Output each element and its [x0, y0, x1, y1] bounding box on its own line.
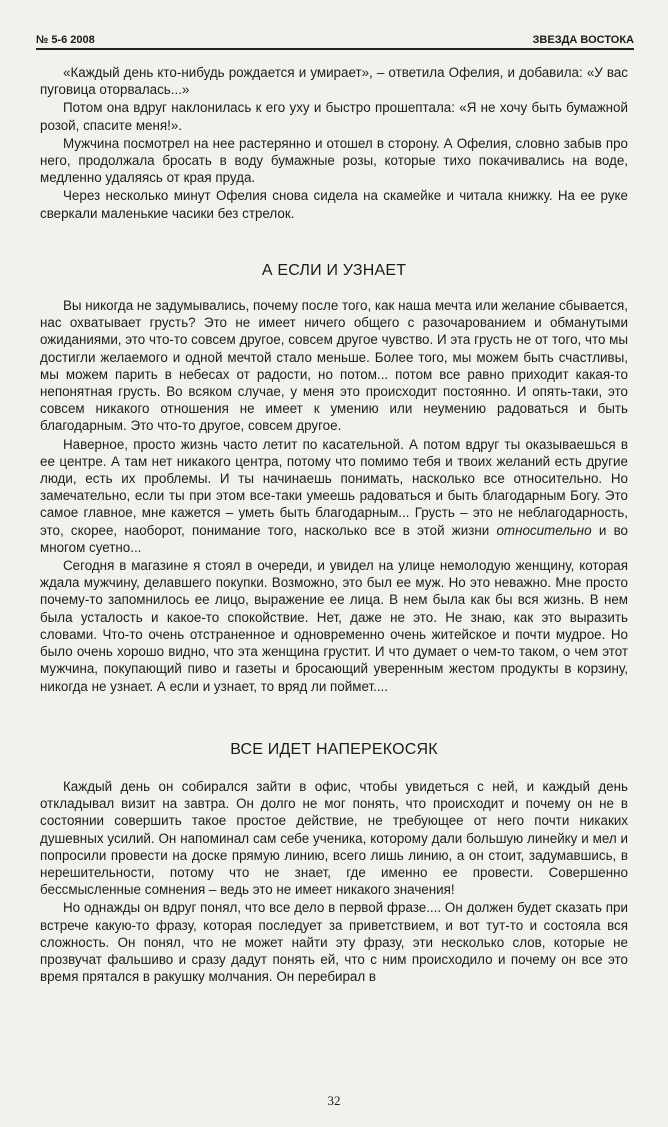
- paragraph: Мужчина посмотрел на нее растерянно и отошел в сторону. А Офелия, словно забыв про него, продолжала бросать в воду бумажные розы, которые тихо покачивались на воде, медленно удаляясь от края пруда.: [40, 135, 628, 186]
- paragraph: Через несколько минут Офелия снова сидела на скамейке и читала книжку. На ее руке сверкали маленькие часики без стрелок.: [40, 188, 628, 221]
- paragraph: Сегодня в магазине я стоял в очереди, и увидел на улице немолодую женщину, которая ждала мужчину, делавшего покупки. Возможно, это был ее муж. Но это неважно. Мне просто почему-то запомнилось ее лицо, выражение ее лица. В нем была как бы вся жизнь. В нем была усталость и какое-то спокойствие. Нет, даже не это. Не знаю, как это выразить словами. Что-то очень отстраненное и одновременно очень житейское и почти мудрое. Но было очень хорошо видно, что эта женщина грустит. И что думает о чем-то таком, о чем этот мужчина, покупающий пиво и газеты и бросающий уверенным жестом продукты в корзину, никогда не узнает. А если и узнает, то вряд ли поймет....: [40, 558, 628, 694]
- running-header: [36, 28, 634, 46]
- paragraph: Каждый день он собирался зайти в офис, чтобы увидеться с ней, и каждый день откладывал визит на завтра. Он долго не мог понять, что происходит и почему он не в состоянии совершить такое простое действие, не требующее от него почти никаких душевных усилий. Он напоминал сам себе ученика, которому дали большую линейку и мел и попросили провести на доске прямую линию, всего лишь линию, а он стоит, задумавшись, в нерешительности, потому что не знает, где именно ее провести. Совершенно бессмысленные сомнения – ведь это не имеет никакого значения!: [40, 778, 628, 898]
- paragraph: [40, 436, 628, 556]
- paragraph: Вы никогда не задумывались, почему после того, как наша мечта или желание сбывается, нас охватывает грусть? Это не имеет ничего общего с разочарованием и обманутыми ожиданиями, это что-то совсем другое, совсем другое чувство. И эта грусть не от того, что мы достигли желаемого и одной мечтой стало меньше. Более того, мы можем быть счастливы, мы можем парить в небесах от радости, но потом... потом все равно приходит какая-то непонятная грусть. Во всяком случае, у меня это происходит постоянно. И опять-таки, это совсем никакого отношения не имеет к умению или неумению радоваться и быть благодарным. Это что-то другое, совсем другое.: [40, 298, 628, 434]
- header-rule: [36, 48, 634, 50]
- issue-number: № 5-6 2008: [36, 34, 95, 46]
- page-number: 32: [327, 1093, 341, 1108]
- article-body: [40, 64, 628, 985]
- italic-word: относительно: [496, 522, 592, 538]
- paragraph-text: и во многом суетно...: [40, 522, 628, 555]
- section-title: А ЕСЛИ И УЗНАЕТ: [261, 261, 407, 279]
- paragraph-text: Наверное, просто жизнь часто летит по касательной. А потом вдруг ты оказываешься в ее центре. А там нет никакого центра, потому что помимо тебя и твоих желаний есть другие люди, есть их проблемы. И ты начинаешь понимать, насколько все относительно. Но замечательно, если ты при этом все-таки умеешь радоваться и быть благодарным Богу. Это самое главное, мне кажется – уметь быть благодарным... Грусть – это не неблагодарность, это, скорее, наоборот, понимание того, насколько все в этой жизни: [40, 436, 628, 538]
- journal-title: ЗВЕЗДА ВОСТОКА: [532, 34, 634, 46]
- paragraph: Но однажды он вдруг понял, что все дело в первой фразе.... Он должен будет сказать при встрече какую-то фразу, которая последует за приветствием, и вот тут-то и состояла вся сложность. Он понял, что не может найти эту фразу, эти несколько слов, которые не прозвучат фальшиво и сразу дадут понять ей, что с ним происходило и почему он все это время прятался в ракушку молчания. Он перебирал в: [40, 900, 628, 985]
- section-title: ВСЕ ИДЕТ НАПЕРЕКОСЯК: [230, 740, 438, 758]
- paragraph: «Каждый день кто-нибудь рождается и умирает», – ответила Офелия, и добавила: «У вас пуговица оторвалась...»: [40, 65, 628, 98]
- paragraph: Потом она вдруг наклонилась к его уху и быстро прошептала: «Я не хочу быть бумажной розой, спасите меня!».: [40, 100, 628, 133]
